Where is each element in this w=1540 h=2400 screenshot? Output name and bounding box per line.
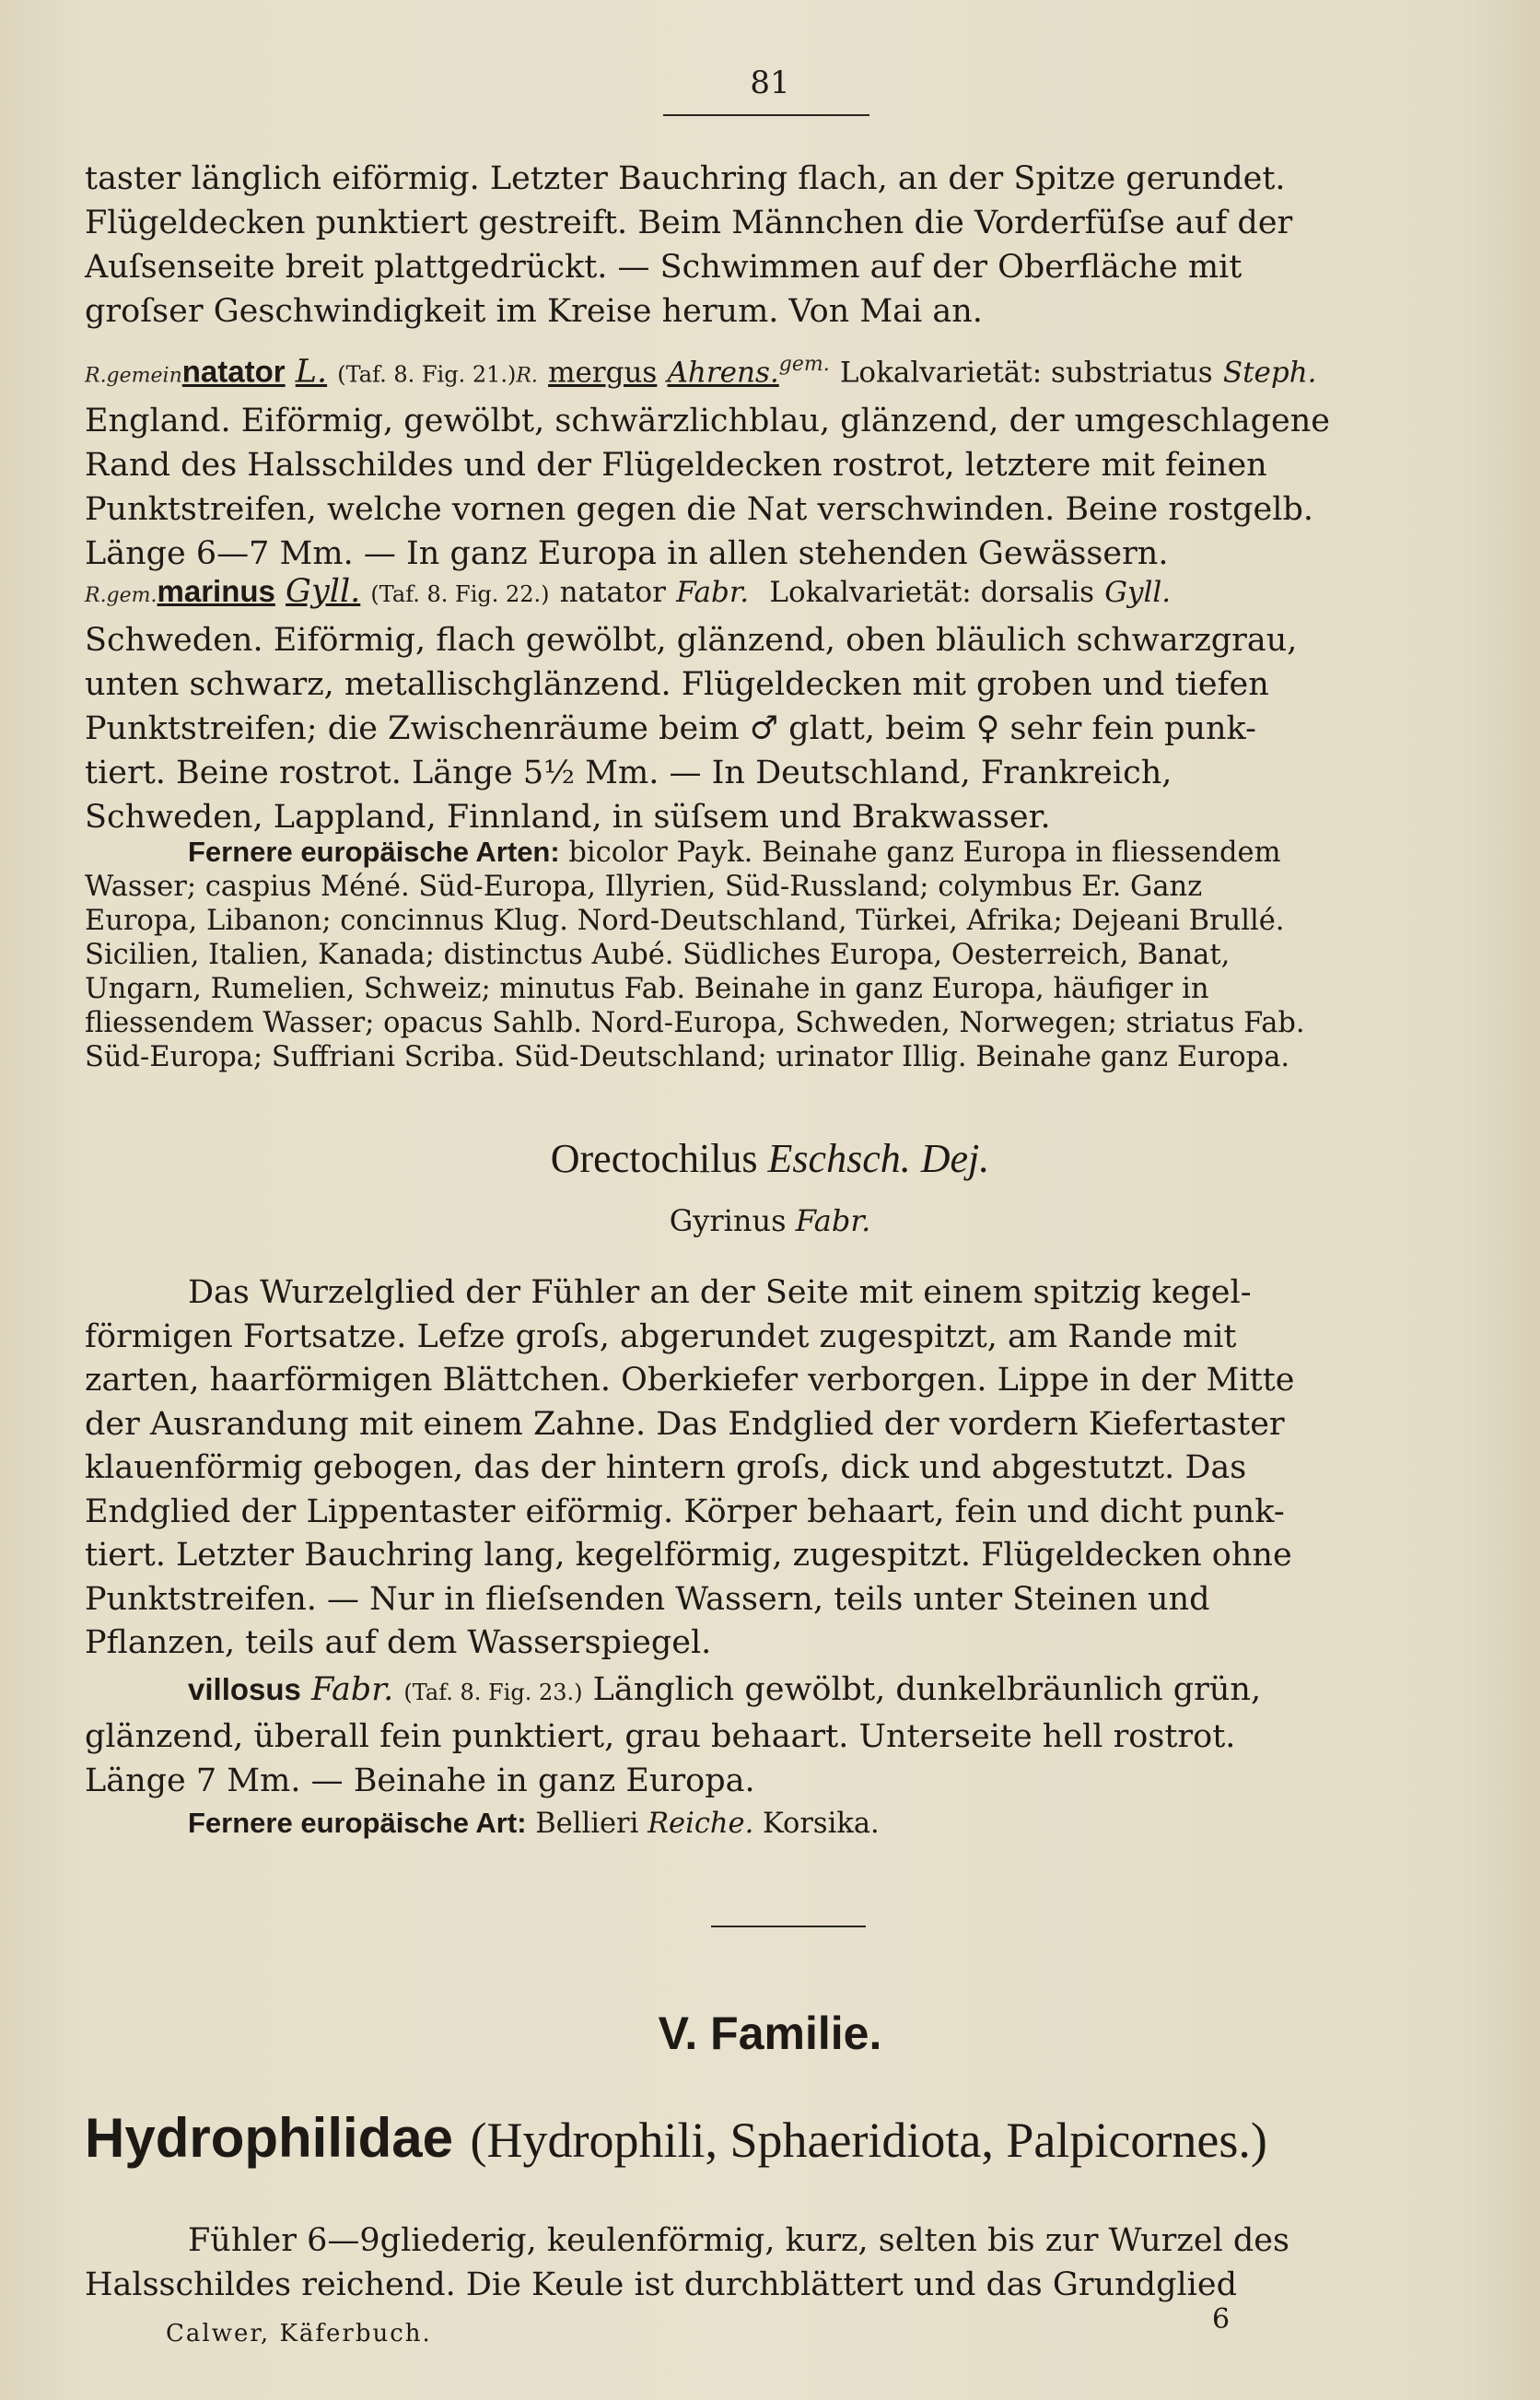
species-name: marinus	[157, 574, 275, 608]
varietal-label: Lokalvarietät: dorsalis	[769, 576, 1095, 609]
species-entry-marinus	[85, 569, 1437, 839]
synonym-name: natator	[559, 576, 666, 609]
text-line: Europa, Libanon; concinnus Klug. Nord-Deutschland, Türkei, Afrika; Dejeani Brullé.	[85, 905, 1285, 937]
text-line: England. Eiförmig, gewölbt, schwärzlichblau, glänzend, der umgeschlagene	[85, 402, 1330, 439]
text-line: Süd-Europa; Suffriani Scriba. Süd-Deutschland; urinator Illig. Beinahe ganz Europa.	[85, 1041, 1290, 1073]
plate-reference: (Taf. 8. Fig. 21.)	[337, 361, 517, 388]
species-author: L.	[295, 353, 328, 391]
species-entry-villosus	[85, 1668, 1437, 1803]
text-line: Länge 6—7 Mm. — In ganz Europa in allen stehenden Gewässern.	[85, 534, 1169, 572]
genus-synonym-name: Gyrinus	[669, 1203, 787, 1238]
text-line: Endglied der Lippentaster eiförmig. Körper behaart, fein und dicht punk-	[85, 1493, 1285, 1530]
text-line: klauenförmig gebogen, das der hintern groſs, dick und abgestutzt. Das	[85, 1449, 1247, 1486]
synonym-name: mergus	[548, 356, 658, 390]
text-line: der Ausrandung mit einem Zahne. Das Endglied der vordern Kiefertaster	[85, 1405, 1285, 1443]
text-line: Punktstreifen, welche vornen gegen die Nat verschwinden. Beine rostgelb.	[85, 490, 1313, 528]
text-line: tiert. Beine rostrot. Länge 5½ Mm. — In Deutschland, Frankreich,	[85, 755, 1172, 791]
text-line: Sicilien, Italien, Kanada; distinctus Aubé. Südliches Europa, Oesterreich, Banat,	[85, 939, 1231, 971]
text-line: Auſsenseite breit plattgedrückt. — Schwimmen auf der Oberfläche mit	[85, 249, 1242, 286]
text-line	[85, 835, 1437, 870]
synonym-author: Ahrens.	[667, 356, 779, 390]
text-line: unten schwarz, metallischglänzend. Flügeldecken mit groben und tiefen	[85, 666, 1269, 703]
text-line: förmigen Fortsatze. Lefze groſs, abgerundet zugespitzt, am Rande mit	[85, 1317, 1237, 1355]
family-label: V. Familie.	[658, 2008, 882, 2059]
handwritten-annotation: R.gem.	[85, 584, 158, 607]
synonym-author: Fabr.	[676, 576, 750, 609]
handwritten-annotation: R.	[516, 364, 538, 388]
text-line: fliessendem Wasser; opacus Sahlb. Nord-Europa, Schweden, Norwegen; striatus Fab.	[85, 1007, 1305, 1039]
text-line: Fühler 6—9gliederig, keulenförmig, kurz, selten bis zur Wurzel des	[188, 2222, 1289, 2259]
genus-synonym-author: Fabr.	[795, 1203, 871, 1238]
plate-reference: (Taf. 8. Fig. 23.)	[403, 1680, 583, 1705]
varietal-label: Lokalvarietät: substriatus	[839, 356, 1213, 390]
text-line: Halsschildes reichend. Die Keule ist durchblättert und das Grundglied	[85, 2266, 1237, 2303]
text-line: tiert. Letzter Bauchring lang, kegelförmig, zugespitzt. Flügeldecken ohne	[85, 1537, 1292, 1574]
handwritten-annotation: R.gemein	[85, 364, 182, 388]
family-name: Hydrophilidae	[85, 2107, 454, 2169]
species-author: Gyll.	[286, 573, 361, 610]
species-heading-line	[85, 569, 1437, 618]
list-heading: Fernere europäische Art:	[188, 1807, 527, 1839]
species-heading-line	[85, 1668, 1437, 1715]
text-line: Rand des Halsschildes und der Flügeldecken rostrot, letztere mit feinen	[85, 446, 1267, 484]
text-line: Punktstreifen. — Nur in flieſsenden Wassern, teils unter Steinen und	[85, 1580, 1210, 1618]
further-species-note	[85, 1806, 1437, 1841]
plate-reference: (Taf. 8. Fig. 22.)	[370, 581, 550, 607]
text-line: Wasser; caspius Méné. Süd-Europa, Illyrien, Süd-Russland; colymbus Er. Ganz	[85, 871, 1203, 903]
footer-title: Calwer, Käferbuch.	[166, 2320, 432, 2347]
genus-name: Orectochilus	[550, 1136, 758, 1181]
header-rule	[663, 114, 869, 116]
section-rule	[711, 1926, 866, 1927]
text-line: zarten, haarförmigen Blättchen. Oberkiefer verborgen. Lippe in der Mitte	[85, 1362, 1295, 1399]
species-name: Bellieri	[535, 1808, 639, 1840]
family-synonyms: (Hydrophili, Sphaeridiota, Palpicornes.)	[470, 2113, 1267, 2168]
text-line: Flügeldecken punktiert gestreift. Beim Männchen die Vorderfüſse auf der	[85, 205, 1293, 241]
text-segment: bicolor Payk. Beinahe ganz Europa in fliessendem	[568, 837, 1281, 869]
text-line: Punktstreifen; die Zwischenräume beim ♂ glatt, beim ♀ sehr fein punk-	[85, 710, 1256, 747]
further-species-list	[85, 835, 1437, 1074]
genus-heading	[0, 1135, 1540, 1182]
intro-paragraph	[85, 157, 1437, 334]
genus-synonym	[0, 1203, 1540, 1238]
varietal-author: Gyll.	[1104, 576, 1172, 609]
text-segment: Länglich gewölbt, dunkelbräunlich grün,	[592, 1671, 1262, 1708]
species-region: Korsika.	[763, 1808, 880, 1840]
genus-authors: Eschsch. Dej.	[767, 1136, 990, 1181]
text-line: Pflanzen, teils auf dem Wasserspiegel.	[85, 1624, 712, 1661]
varietal-author: Steph.	[1222, 356, 1317, 390]
text-line: Schweden. Eiförmig, flach gewölbt, glänzend, oben bläulich schwarzgrau,	[85, 622, 1298, 659]
species-author: Fabr.	[311, 1671, 394, 1708]
text-line: Ungarn, Rumelien, Schweiz; minutus Fab. Beinahe in ganz Europa, häufiger in	[85, 973, 1209, 1005]
genus-description	[85, 1271, 1437, 1666]
text-line: glänzend, überall fein punktiert, grau behaart. Unterseite hell rostrot.	[85, 1718, 1236, 1755]
species-entry-natator	[85, 343, 1437, 576]
species-name: villosus	[188, 1672, 301, 1706]
text-line: Das Wurzelglied der Fühler an der Seite mit einem spitzig kegel-	[188, 1274, 1252, 1311]
text-line: taster länglich eiförmig. Letzter Bauchring flach, an der Spitze gerundet.	[85, 160, 1286, 197]
species-name: natator	[181, 354, 286, 389]
family-description	[85, 2219, 1437, 2307]
family-heading	[85, 2106, 1466, 2170]
text-line: groſser Geschwindigkeit im Kreise herum. Von Mai an.	[85, 293, 983, 330]
species-heading-line	[85, 343, 1437, 399]
species-author: Reiche.	[648, 1808, 754, 1840]
page-number: 81	[750, 64, 790, 101]
text-line: Länge 7 Mm. — Beinahe in ganz Europa.	[85, 1762, 755, 1799]
signature-mark: 6	[1212, 2303, 1231, 2336]
text-line: Schweden, Lappland, Finnland, in süſsem und Brakwasser.	[85, 799, 1051, 836]
handwritten-annotation: gem.	[778, 353, 830, 376]
list-heading: Fernere europäische Arten:	[188, 836, 560, 868]
